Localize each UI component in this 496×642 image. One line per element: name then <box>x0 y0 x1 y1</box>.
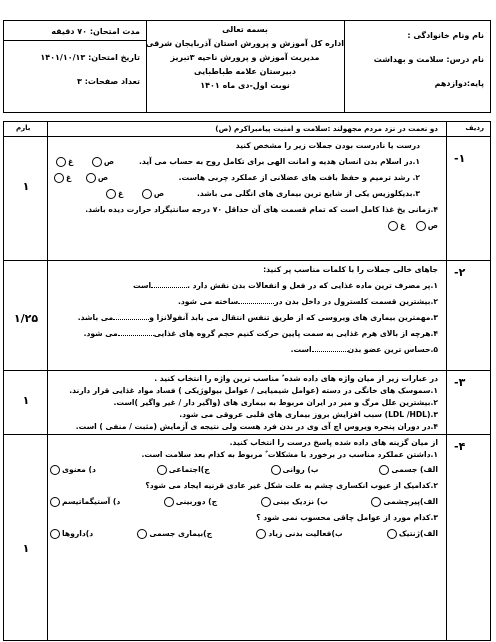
false-option[interactable]: غ <box>52 173 71 182</box>
radio-circle-icon <box>137 529 147 539</box>
school-name: دبیرستان علامه طباطبایی <box>194 67 296 76</box>
question-2-item-1: ۱.پر مصرف ترین ماده غذایی که در فعل و انفعالات بدن نقش دارد .است <box>132 281 438 290</box>
question-1-item-2-options <box>52 172 108 183</box>
option-b[interactable]: ب)فعالیت بدنی زیاد <box>254 528 342 539</box>
radio-circle-icon <box>50 529 60 539</box>
question-1-item-1: ۱.در اسلام بدن انسان هدیه و امانت الهی برای تکامل روح به حساب می آید. <box>138 157 420 166</box>
question-1-score: ۱ <box>22 180 30 193</box>
radio-circle-icon <box>416 221 426 231</box>
exam-date: تاریخ امتحان: ۱۴۰۱/۱۰/۱۳ <box>40 53 140 62</box>
question-1-item-1-options <box>54 156 114 167</box>
true-option[interactable]: ص <box>90 157 114 166</box>
lesson-name: نام درس: سلامت و بهداشت <box>373 55 484 64</box>
option-c[interactable]: ج) دوربینی <box>162 496 217 507</box>
question-4-item-2: ۲.کدامیک از عیوب انکساری چشم به علت شکل غیر عادی قرنیه ایجاد می شود؟ <box>145 481 438 490</box>
question-1-item-4-options <box>386 220 438 231</box>
question-4-item-2-options <box>48 496 438 507</box>
question-1-item-3: ۳.بدیکلوزیس یکی از شایع ترین بیماری های انگلی می باشد. <box>197 189 420 198</box>
radio-circle-icon <box>92 157 102 167</box>
question-1-item-2: ۲. رشد ترمیم و حفظ بافت های عضلانی از عملکرد چربی هاست. <box>178 173 420 182</box>
option-b[interactable]: ب) روانی <box>269 464 319 475</box>
bismillah: بسمه تعالی <box>222 25 268 34</box>
radio-circle-icon <box>106 189 116 199</box>
radio-circle-icon <box>86 173 96 183</box>
question-2-instruction: جاهای خالی جملات را با کلمات مناسب پر کنید: <box>263 265 438 274</box>
option-c[interactable]: ج)اجتماعی <box>155 464 210 475</box>
option-a[interactable]: الف)ژنتیک <box>385 528 438 539</box>
true-option[interactable]: ص <box>84 173 108 182</box>
radio-circle-icon <box>261 497 271 507</box>
question-3-instruction: در عبارات زیر از میان واژه های داده شده ٌ مناسب ترین واژه را انتخاب کنید . <box>154 374 438 383</box>
question-1-number: -۱ <box>454 152 466 165</box>
question-3-score: ۱ <box>22 394 30 407</box>
question-4-item-1-options <box>48 464 438 475</box>
question-2-item-3: ۳.مهمترین بیماری های ویروسی که از طریق تنفس انتقال می یابد آنفولانزا ومی باشد. <box>77 313 438 322</box>
exam-header <box>3 20 491 113</box>
grade: پایه:دوازدهم <box>434 79 484 88</box>
org-line-2: مدیریت آموزش و پرورش ناحیه ۳تبریز <box>170 53 320 62</box>
radio-circle-icon <box>164 497 174 507</box>
question-2-number: -۲ <box>454 266 466 279</box>
true-option[interactable]: ص <box>414 221 438 230</box>
question-2-item-2: ۲.بیشترین قسمت کلسترول در داخل بدن درساخته می شود. <box>178 297 438 306</box>
row-column-header: ردیف <box>465 124 484 132</box>
radio-circle-icon <box>379 465 389 475</box>
true-option[interactable]: ص <box>140 189 164 198</box>
option-d[interactable]: د)داروها <box>48 528 93 539</box>
radio-circle-icon <box>371 497 381 507</box>
org-line-1: اداره کل آموزش و پرورش استان آذربایجان شرقی <box>145 39 344 48</box>
false-option[interactable]: غ <box>104 189 123 198</box>
question-3-item-3: ۳.(LDL /HDL) سبب افزایش بروز بیماری های قلبی عروقی می شود. <box>179 410 438 419</box>
option-c[interactable]: ج)بیماری جسمی <box>135 528 212 539</box>
question-1-item-4: ۴.زمانی یخ غذا کامل است که تمام قسمت های آن حداقل ۷۰ درجه سانتیگراد حرارت دیده باشد. <box>85 205 438 214</box>
radio-circle-icon <box>142 189 152 199</box>
question-3-item-4: ۴.در دوران پنجره ویروس اچ آی وی در بدن فرد هست ولی نتیجه ی آزمایش (مثبت / منفی ) است. <box>75 422 438 431</box>
question-3-item-1: ۱.سموسک های خانگی در دسته (عوامل شیمیایی / عوامل بیولوژیکی ) فساد مواد غذایی قرار دارند. <box>69 386 438 395</box>
question-1-item-3-options <box>104 188 164 199</box>
radio-circle-icon <box>50 465 60 475</box>
score-column-header: بارم <box>16 124 31 132</box>
exam-term: نوبت اول-دی ماه ۱۴۰۱ <box>200 81 290 90</box>
question-1-instruction: درست یا نادرست بودن جملات زیر را مشخص کنید <box>235 141 420 150</box>
question-4-item-1: ۱.داشتن عملکرد مناسب در برخورد با مشکلات ٌ مربوط به کدام بعد سلامت است. <box>141 450 438 459</box>
option-b[interactable]: ب) نزدیک بینی <box>259 496 328 507</box>
table-motto: دو نعمت در نزد مردم مجهولند :سلامت و امنیت پیامبراکرم (ص) <box>215 124 438 133</box>
option-a[interactable]: الف) جسمی <box>377 464 438 475</box>
questions-table <box>3 121 491 641</box>
option-d[interactable]: د) معنوی <box>48 464 96 475</box>
question-3-item-2: ۲.بیشترین علل مرگ و میر در ایران مربوط به بیماری های (واگیر دار / غیر واگیر )است. <box>113 398 438 407</box>
question-4-item-3-options <box>48 528 438 539</box>
false-option[interactable]: غ <box>54 157 73 166</box>
option-a[interactable]: الف)پیرچشمی <box>369 496 438 507</box>
exam-duration: مدت امتحان: ۷۰ دقیقه <box>51 27 140 36</box>
false-option[interactable]: غ <box>386 221 405 230</box>
radio-circle-icon <box>271 465 281 475</box>
radio-circle-icon <box>54 173 64 183</box>
question-3-number: -۳ <box>454 376 466 389</box>
radio-circle-icon <box>56 157 66 167</box>
radio-circle-icon <box>50 497 60 507</box>
radio-circle-icon <box>387 529 397 539</box>
question-4-instruction: از میان گزینه های داده شده پاسخ درست را انتخاب کنید. <box>229 438 438 447</box>
question-2-item-4: ۴.هرچه از بالای هرم غذایی به سمت پایین حرکت کنیم حجم گروه های غذاییمی شود. <box>83 329 438 338</box>
page-count: تعداد صفحات: ۳ <box>77 77 140 86</box>
question-2-item-5: ۵.حساس ترین عضو بدناست. <box>290 345 438 354</box>
question-2-score: ۱/۲۵ <box>13 312 39 325</box>
option-d[interactable]: د) آستیگماتیسم <box>48 496 120 507</box>
question-4-number: -۴ <box>454 440 466 453</box>
question-4-score: ۱ <box>22 542 30 555</box>
radio-circle-icon <box>256 529 266 539</box>
question-4-item-3: ۳.کدام مورد از عوامل چاقی محسوب نمی شود ؟ <box>256 513 438 522</box>
radio-circle-icon <box>388 221 398 231</box>
radio-circle-icon <box>157 465 167 475</box>
student-name-label: نام ونام خانوادگی : <box>407 31 484 40</box>
